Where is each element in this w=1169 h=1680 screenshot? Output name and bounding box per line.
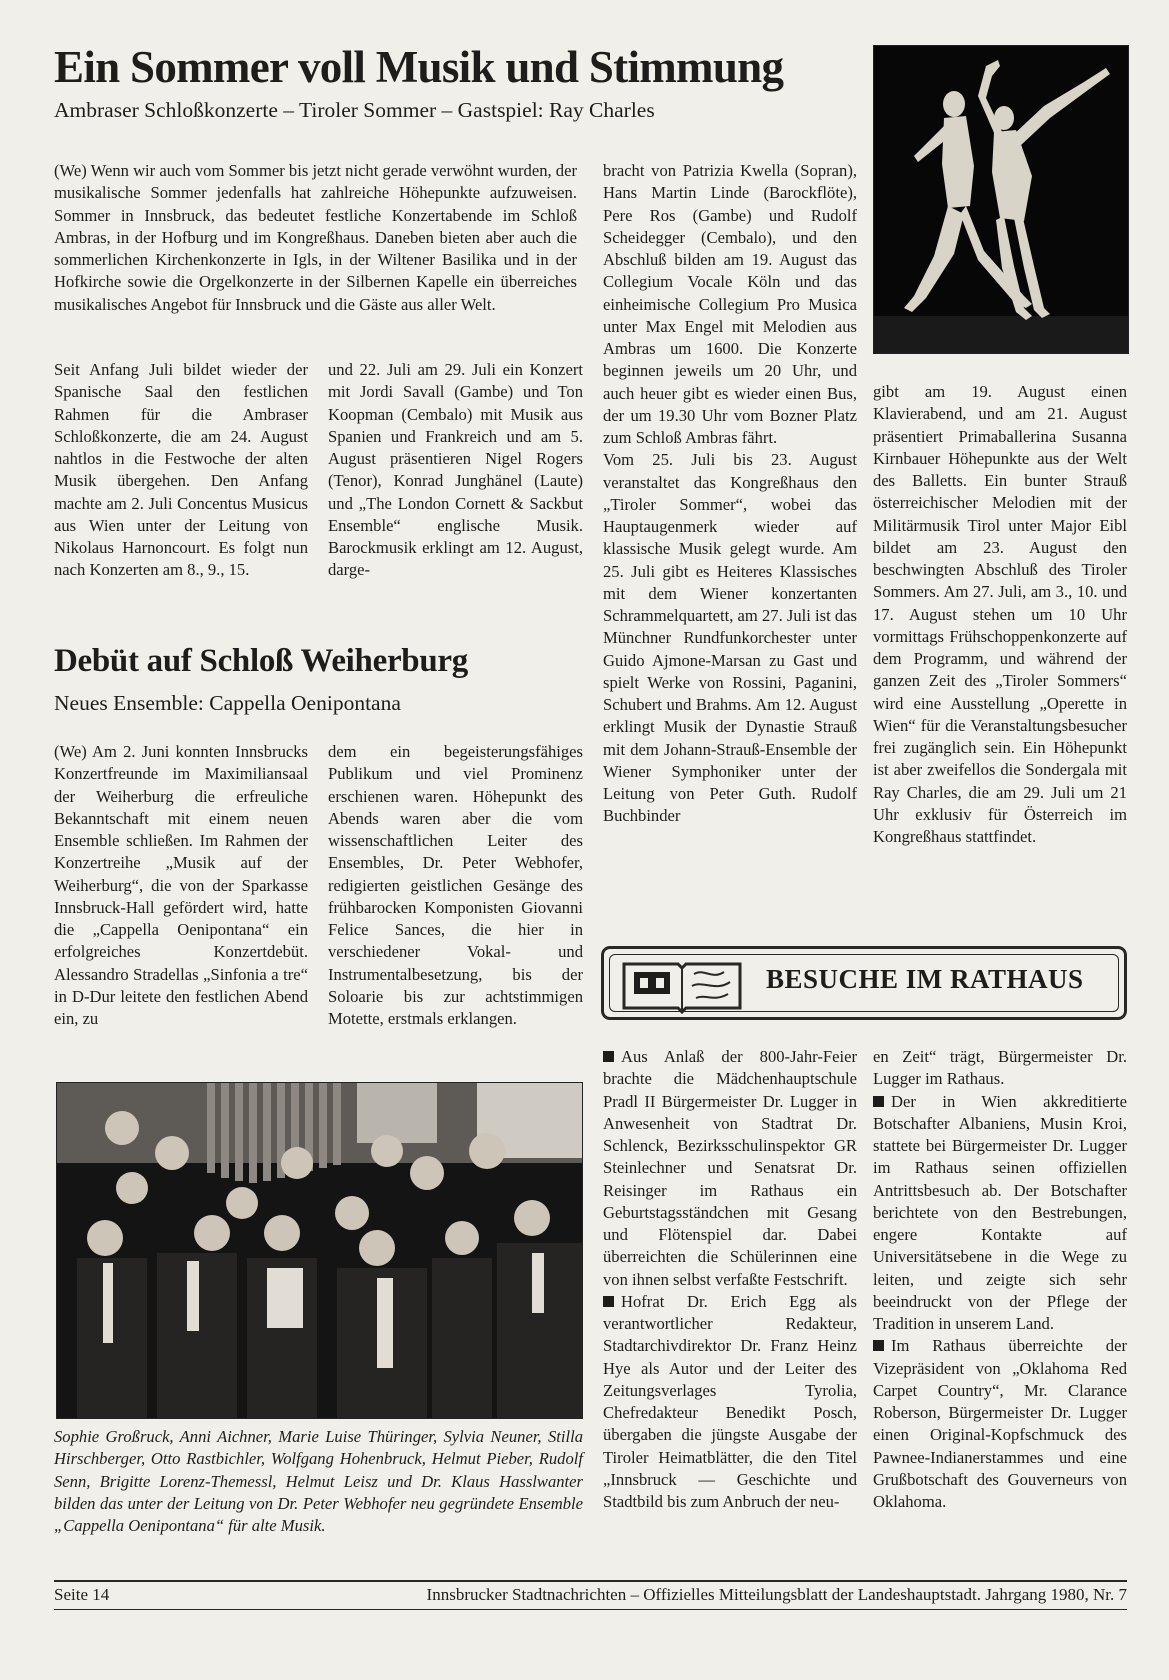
bullet-square-icon: [603, 1296, 614, 1307]
bullet-square-icon: [603, 1051, 614, 1062]
article1-column-3: [603, 160, 857, 828]
rathaus-item-1-text: Aus Anlaß der 800-Jahr-Feier brachte die Mädchenhauptschule Pradl II Bürgermeister Dr. Lugger in Anwesenheit von Stadtrat Dr. Schlenck, Bezirksschulinspektor GR Steinlechner und Senatsrat Dr. Reisinger im Rathaus ein Geburtstagsständchen mit Gesang und Flötenspiel dar. Dabei überreichten die Schülerinnen eine von ihnen selbst verfaßte Festschrift.: [603, 1047, 857, 1289]
footer-page-number: Seite 14: [54, 1585, 110, 1604]
footer-bottom-rule: [54, 1609, 1127, 1610]
ballet-dancers-photo: [873, 45, 1129, 354]
article1-col3b-text: Vom 25. Juli bis 23. August veranstaltet das Kongreßhaus den „Tiroler Sommer“, wobei das Hauptaugenmerk wieder auf klassische Musik gelegt wurde. Am 25. Juli gibt es Heiteres Klassisches mit dem Wiener konzertanten Schrammelquartett, am 27. Juli ist das Münchner Rundfunkorchester unter Guido Ajmone-Marsan zu Gast und spielt Werke von Rossini, Paganini, Schubert und Brahms. Am 12. August erklingt Musik der Dynastie Strauß mit dem Johann-Strauß-Ensemble der Wiener Symphoniker unter der Leitung von Peter Guth. Rudolf Buchbinder: [603, 450, 857, 826]
rathaus-heading-box: [601, 946, 1127, 1020]
article2-column-1: [54, 741, 308, 1030]
footer-top-rule: [54, 1580, 1127, 1582]
article1-subtitle: Ambraser Schloßkonzerte – Tiroler Sommer – Gastspiel: Ray Charles: [54, 98, 655, 122]
rathaus-item-4: [873, 1335, 1127, 1513]
article1-intro-text: (We) Wenn wir auch vom Sommer bis jetzt nicht gerade verwöhnt wurden, der musikalische Sommer jedenfalls hat zahlreiche Höhepunkte aufzuweisen. Sommer in Innsbruck, das bedeutet festliche Konzertabende im Schloß Ambras, in der Hofburg und im Kongreßhaus. Daneben bieten aber auch die sommerlichen Kirchenkonzerte in Igls, in der Wiltener Basilika und in der Hofkirche sowie die Orgelkonzerte in der Silbernen Kapelle ein überreiches musikalisches Angebot für Innsbruck und die Gäste aus aller Welt.: [54, 161, 577, 314]
article2-col1-text: (We) Am 2. Juni konnten Innsbrucks Konzertfreunde im Maximiliansaal der Weiherburg die erfreuliche Bekanntschaft mit einem neuen Ensemble schließen. Im Rahmen der Konzertreihe „Musik auf der Weiherburg“, die von der Sparkasse Innsbruck-Hall gefördert wird, hatte die „Cappella Oenipontana“ ein erfolgreiches Konzertdebüt. Alessandro Stradellas „Sinfonia a tre“ in D-Dur leitete den festlichen Abend ein, zu: [54, 742, 308, 1028]
rathaus-item-3: [873, 1091, 1127, 1336]
article1-intro: [54, 160, 577, 316]
article2-subtitle: Neues Ensemble: Cappella Oenipontana: [54, 691, 401, 715]
article1-title: Ein Sommer voll Musik und Stimmung: [54, 42, 784, 92]
rathaus-item-3-text: Der in Wien akkreditierte Botschafter Albaniens, Musin Kroi, stattete bei Bürgermeister Dr. Lugger im Rathaus seinen offiziellen Antrittsbesuch ab. Der Botschafter berichtete von den Bestrebungen, engere Kontakte auf Universitätsebene in die Wege zu leiten, und zeigte sich sehr beeindruckt von der Pflege der Tradition in unserem Land.: [873, 1091, 1127, 1333]
bullet-square-icon: [873, 1340, 884, 1351]
ensemble-group-photo: [56, 1082, 583, 1419]
article1-col2-text: und 22. Juli am 29. Juli ein Konzert mit Jordi Savall (Gambe) und Ton Koopman (Cembalo) mit Musik aus Spanien und Frankreich und am 5. August präsentieren Nigel Rogers (Tenor), Konrad Junghänel (Laute) und „The London Cornett & Sackbut Ensemble“ englische Musik. Barockmusik erklingt am 12. August, darge-: [328, 360, 583, 580]
rathaus-column-1: [603, 1046, 857, 1513]
rathaus-item-4-text: Im Rathaus überreichte der Vizepräsident von „Oklahoma Red Carpet Country“, Mr. Clarance Roberson, Bürgermeister Dr. Lugger einen Original-Kopfschmuck des Pawnee-Indianerstammes und eine Grußbotschaft des Gouverneurs von Oklahoma.: [873, 1336, 1127, 1511]
rathaus-column-2: [873, 1046, 1127, 1513]
article2-col2-text: dem ein begeisterungsfähiges Publikum und viel Prominenz erschienen waren. Höhepunkt des Abends waren aber die vom wissenschaftlichen Leiter des Ensembles, Dr. Peter Webhofer, redigierten geistlichen Gesänge des frühbarocken Komponisten Giovanni Felice Sances, die hier in verschiedener Vokal- und Instrumentalbesetzung, bis der Soloarie bis zur achtstimmigen Motette, erstmals erklangen.: [328, 742, 583, 1028]
rathaus-heading: BESUCHE IM RATHAUS: [766, 964, 1084, 994]
article2-title: Debüt auf Schloß Weiherburg: [54, 643, 468, 679]
rathaus-item-2-text: Hofrat Dr. Erich Egg als verantwortlicher Redakteur, Stadtarchivdirektor Dr. Franz Heinz Hye als Autor und der Leiter des Zeitungsverlages Tyrolia, Chefredakteur Benedikt Posch, übergaben die jüngste Ausgabe der Tiroler Heimatblätter, die den Titel „Innsbruck — Geschichte und Stadtbild bis zum Anbruch der neu-: [603, 1291, 857, 1511]
footer-publication: Innsbrucker Stadtnachrichten – Offizielles Mitteilungsblatt der Landeshauptstadt. Jahrgang 1980, Nr. 7: [426, 1585, 1127, 1604]
rathaus-item-1: [603, 1046, 857, 1291]
article1-col1-text: Seit Anfang Juli bildet wieder der Spanische Saal den festlichen Rahmen für die Ambraser Schloßkonzerte, die am 24. August nahtlos in die Festwoche der alten Musik übergehen. Den Anfang machte am 2. Juli Concentus Musicus aus Wien unter der Leitung von Nikolaus Harnoncourt. Es folgt nun nach Konzerten am 8., 9., 15.: [54, 360, 308, 580]
article1-column-4: [873, 381, 1127, 848]
bullet-square-icon: [873, 1096, 884, 1107]
ensemble-group-illustration: [57, 1083, 582, 1418]
ballet-dancers-illustration: [874, 46, 1128, 353]
ensemble-photo-caption: Sophie Großruck, Anni Aichner, Marie Luise Thüringer, Sylvia Neuner, Stilla Hirschberger, Otto Rastbichler, Wolfgang Hohenbruck, Helmut Pieber, Rudolf Senn, Brigitte Lorenz-Themessl, Helmut Leisz und Dr. Klaus Hasslwanter bilden das unter der Leitung von Dr. Peter Webhofer neu gegründete Ensemble „Cappella Oenipontana“ für alte Musik.: [54, 1427, 583, 1535]
article1-column-2: [328, 359, 583, 582]
article2-column-2: [328, 741, 583, 1030]
rathaus-item-2-continued: en Zeit“ trägt, Bürgermeister Dr. Lugger im Rathaus.: [873, 1047, 1127, 1089]
article1-col4-text: gibt am 19. August einen Klavierabend, und am 21. August präsentiert Primaballerina Susanna Kirnbauer Höhepunkte aus der Welt des Balletts. Ein bunter Strauß österreichischer Melodien mit der Militärmusik Tirol unter Major Eibl bildet am 23. August den beschwingten Abschluß des Tiroler Sommers. Am 27. Juli, am 3., 10. und 17. August stehen um 10 Uhr vormittags Frühschoppenkonzerte auf dem Programm, und während der ganzen Zeit des „Tiroler Sommers“ wird eine Ausstellung „Operette in Wien“ für die Veranstaltungsbesucher frei zugänglich sein. Ein Höhepunkt ist aber zweifellos die Sondergala mit Ray Charles, die am 29. Juli um 21 Uhr exklusiv für Österreich im Kongreßhaus stattfindet.: [873, 382, 1127, 846]
article1-col3-text: bracht von Patrizia Kwella (Sopran), Hans Martin Linde (Barockflöte), Pere Ros (Gambe) und Rudolf Scheidegger (Cembalo), und den Abschluß bilden am 19. August das Collegium Vocale Köln und das einheimische Collegium Pro Musica unter Max Engel mit Melodien aus Ambras um 1600. Die Konzerte beginnen jeweils um 20 Uhr, und auch heuer gibt es wieder einen Bus, der um 19.30 Uhr vom Bozner Platz zum Schloß Ambras fährt.: [603, 161, 857, 447]
open-book-icon: [620, 954, 744, 1014]
rathaus-item-2: [603, 1291, 857, 1514]
article1-column-1: [54, 359, 308, 582]
